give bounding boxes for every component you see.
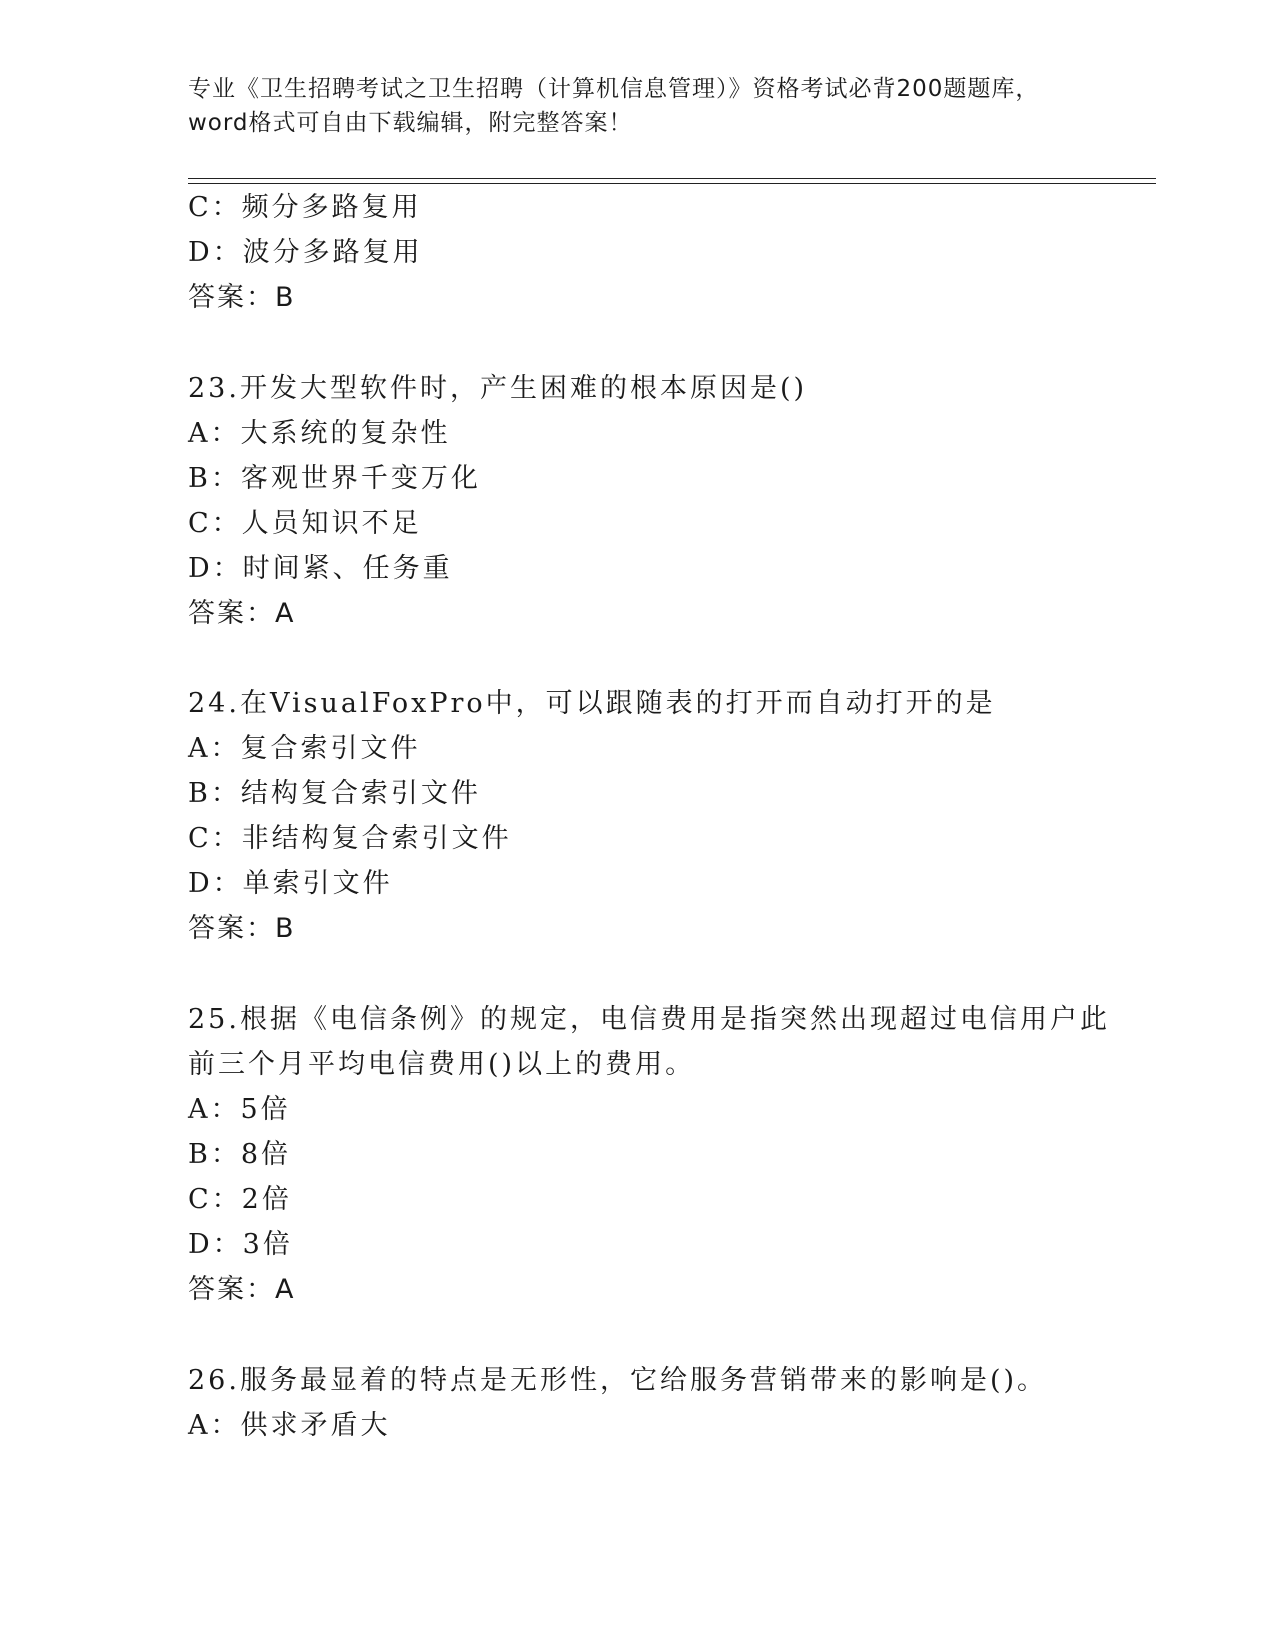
q24-option-d: D：单索引文件 xyxy=(188,868,393,899)
q22-option-c: C：频分多路复用 xyxy=(188,192,422,223)
q25-question-line-1: 25.根据《电信条例》的规定，电信费用是指突然出现超过电信用户此 xyxy=(188,1004,1110,1035)
document-header xyxy=(188,72,1088,140)
header-divider-bottom xyxy=(188,183,1156,184)
q23-option-a: A：大系统的复杂性 xyxy=(188,418,451,449)
q24-option-b: B：结构复合索引文件 xyxy=(188,778,481,809)
q23-option-b: B：客观世界千变万化 xyxy=(188,463,481,494)
q24-answer: 答案：B xyxy=(188,913,296,944)
q23-option-c: C：人员知识不足 xyxy=(188,508,422,539)
q23-option-d: D：时间紧、任务重 xyxy=(188,553,453,584)
q25-option-a: A：5倍 xyxy=(188,1094,291,1125)
q25-question-line-2: 前三个月平均电信费用()以上的费用。 xyxy=(188,1049,696,1080)
q22-answer: 答案：B xyxy=(188,282,296,313)
header-line-1: 专业《卫生招聘考试之卫生招聘（计算机信息管理）》资格考试必背200题题库， xyxy=(188,76,1040,102)
q24-option-a: A：复合索引文件 xyxy=(188,733,421,764)
header-divider-top xyxy=(188,178,1156,179)
q26-question: 26.服务最显着的特点是无形性，它给服务营销带来的影响是()。 xyxy=(188,1365,1048,1396)
q23-question: 23.开发大型软件时，产生困难的根本原因是() xyxy=(188,373,808,404)
q26-option-a: A：供求矛盾大 xyxy=(188,1410,391,1441)
header-line-2: word格式可自由下载编辑，附完整答案！ xyxy=(188,110,633,136)
q25-option-d: D：3倍 xyxy=(188,1229,293,1260)
q25-answer: 答案：A xyxy=(188,1274,296,1305)
q23-answer: 答案：A xyxy=(188,598,296,629)
q22-option-d: D：波分多路复用 xyxy=(188,237,423,268)
q25-option-c: C：2倍 xyxy=(188,1184,292,1215)
q24-question: 24.在VisualFoxPro中，可以跟随表的打开而自动打开的是 xyxy=(188,688,996,719)
q24-option-c: C：非结构复合索引文件 xyxy=(188,823,512,854)
q25-option-b: B：8倍 xyxy=(188,1139,292,1170)
